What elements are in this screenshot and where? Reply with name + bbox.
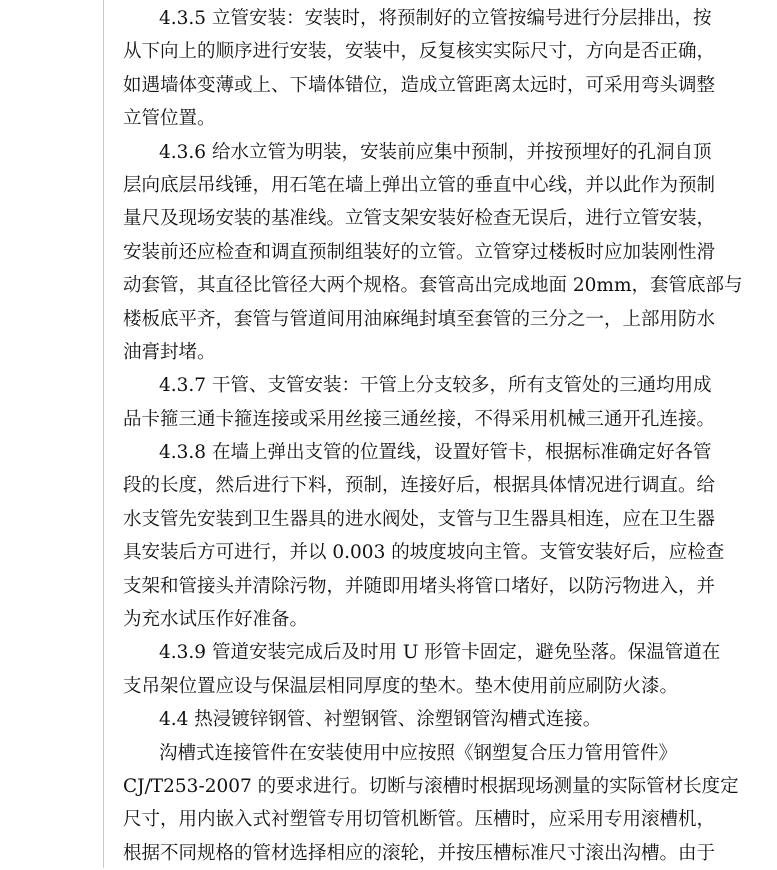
text-line: 支架和管接头并清除污物，并随即用堵头将管口堵好，以防污物进入，并 — [123, 575, 716, 597]
text-line: 水支管先安装到卫生器具的进水阀处，支管与卫生器具相连，应在卫生器 — [123, 508, 716, 530]
paragraph-4-3-5 — [123, 2, 723, 136]
text-line: 立管位置。 — [123, 108, 216, 130]
text-line: 具安装后方可进行，并以 0.003 的坡度坡向主管。支管安装好后，应检查 — [123, 542, 725, 564]
paragraph-4-3-6 — [123, 136, 743, 370]
text-line: 从下向上的顺序进行安装，安装中，反复核实实际尺寸，方向是否正确， — [123, 41, 716, 63]
text-line: 支吊架位置应设与保温层相同厚度的垫木。垫木使用前应刷防火漆。 — [123, 675, 679, 697]
section-heading-4-4 — [123, 703, 723, 736]
paragraph-4-3-9 — [123, 636, 723, 703]
document-body — [123, 2, 743, 870]
text-line: 4.3.8 在墙上弹出支管的位置线，设置好管卡，根据标准确定好各管 — [159, 442, 712, 464]
text-line: 品卡箍三通卡箍连接或采用丝接三通丝接，不得采用机械三通开孔连接。 — [123, 408, 716, 430]
text-line: 为充水试压作好准备。 — [123, 609, 309, 631]
text-line: 尺寸，用内嵌入式衬塑管专用切管机断管。压槽时，应采用专用滚槽机， — [123, 809, 716, 831]
text-line: 如遇墙体变薄或上、下墙体错位，造成立管距离太远时，可采用弯头调整 — [123, 74, 716, 96]
paragraph-grooved-connection — [123, 737, 739, 870]
text-line: 量尺及现场安装的基准线。立管支架安装好检查无误后，进行立管安装， — [123, 208, 716, 230]
text-line: 4.3.6 给水立管为明装，安装前应集中预制，并按预埋好的孔洞自顶 — [159, 141, 712, 163]
text-line: 4.4 热浸镀锌钢管、衬塑钢管、涂塑钢管沟槽式连接。 — [159, 709, 602, 731]
text-line: 4.3.5 立管安装：安装时，将预制好的立管按编号进行分层排出，按 — [159, 8, 712, 29]
text-line: 4.3.9 管道安装完成后及时用 U 形管卡固定，避免坠落。保温管道在 — [159, 642, 721, 664]
text-line: 根据不同规格的管材选择相应的滚轮，并按压槽标准尺寸滚出沟槽。由于 — [123, 842, 716, 864]
margin-rule — [103, 0, 104, 868]
text-line: 层向底层吊线锤，用石笔在墙上弹出立管的垂直中心线，并以此作为预制 — [123, 174, 716, 196]
text-line: CJ/T253-2007 的要求进行。切断与滚槽时根据现场测量的实际管材长度定 — [123, 775, 739, 797]
text-line: 4.3.7 干管、支管安装：干管上分支较多，所有支管处的三通均用成 — [159, 375, 712, 397]
text-line: 油膏封堵。 — [123, 341, 216, 363]
text-line: 沟槽式连接管件在安装使用中应按照《钢塑复合压力管用管件》 — [159, 742, 678, 764]
text-line: 安装前还应检查和调直预制组装好的立管。立管穿过楼板时应加装刚性滑 — [123, 241, 716, 263]
text-line: 楼板底平齐，套管与管道间用油麻绳封填至套管的三分之一，上部用防水 — [123, 308, 716, 330]
paragraph-4-3-8 — [123, 436, 723, 636]
paragraph-4-3-7 — [123, 369, 723, 436]
text-line: 段的长度，然后进行下料，预制，连接好后，根据具体情况进行调直。给 — [123, 475, 716, 497]
text-line: 动套管，其直径比管径大两个规格。套管高出完成地面 20mm，套管底部与 — [123, 275, 743, 297]
